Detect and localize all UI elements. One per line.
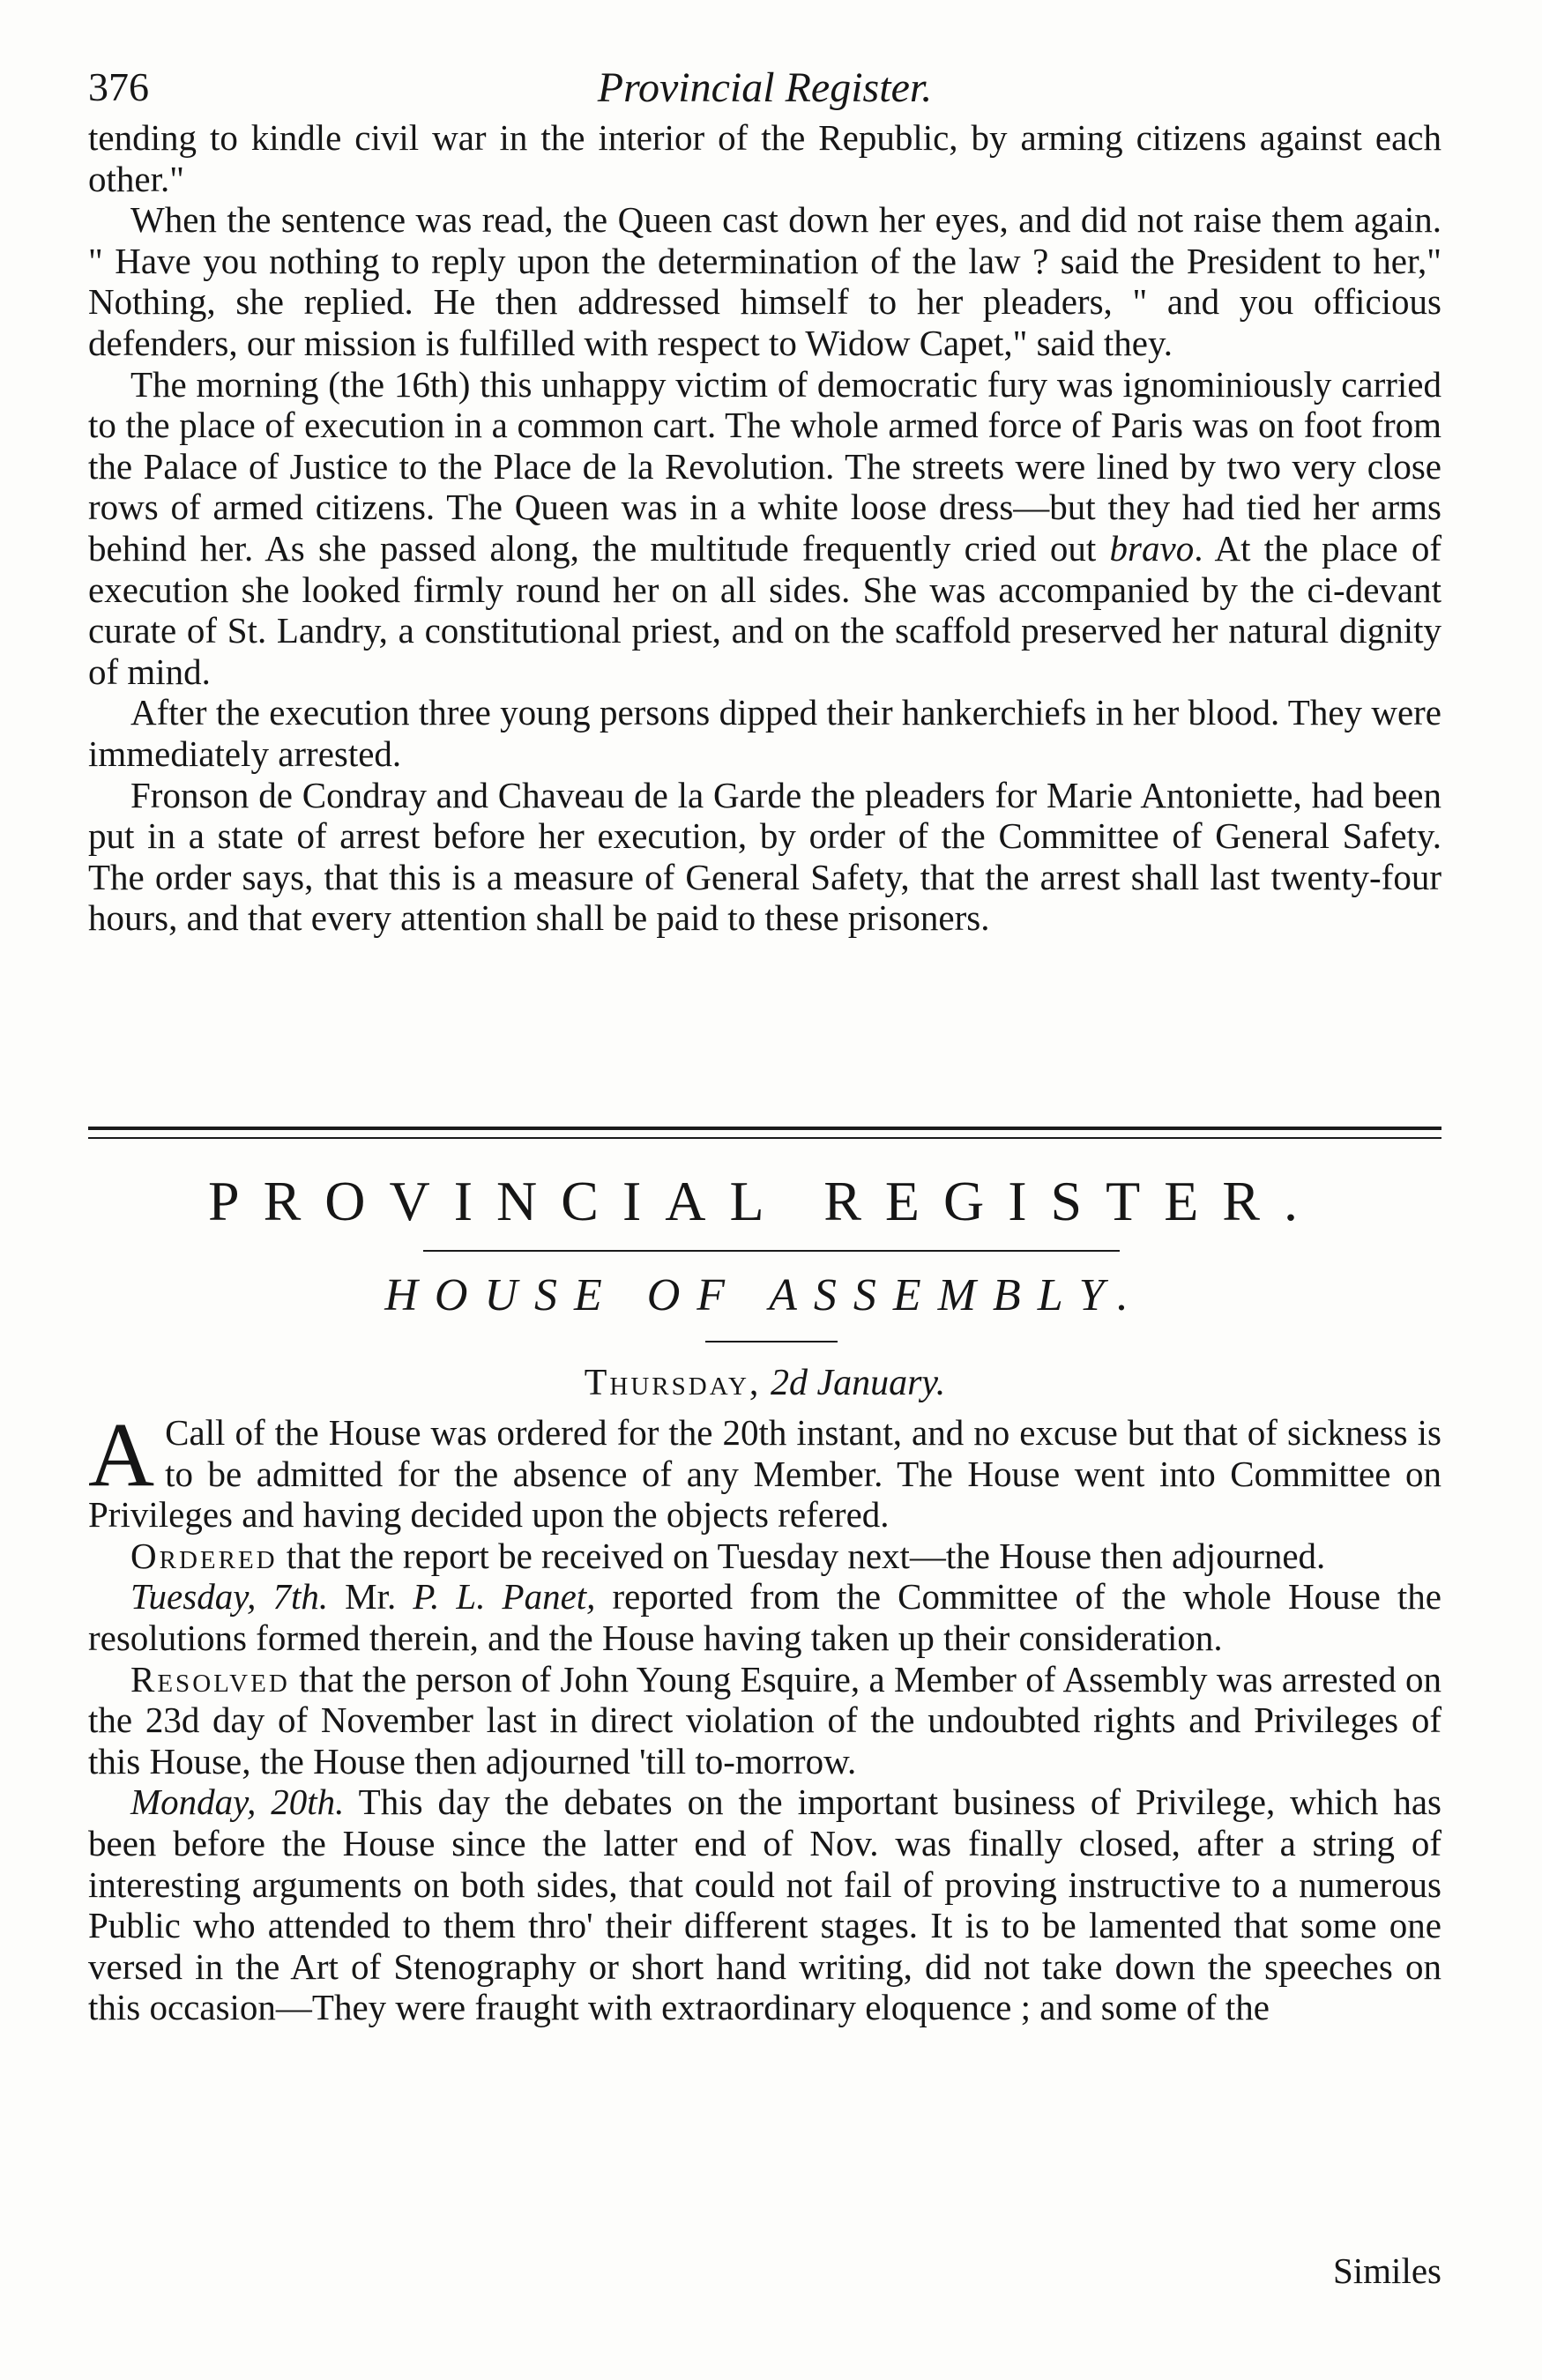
article-paragraph-4: After the execution three young persons dipped their hankerchiefs in her blood. They were immediately arrested. <box>88 692 1441 774</box>
subheading-rule <box>705 1341 838 1342</box>
assembly-proceedings <box>88 1404 1441 2028</box>
date-rest: 2d January. <box>770 1363 946 1403</box>
assembly-paragraph-1 <box>88 1404 1441 1536</box>
section-subheading: HOUSE OF ASSEMBLY. <box>384 1270 1145 1320</box>
ordered-lead: Ordered <box>130 1535 278 1576</box>
article-paragraph-2: When the sentence was read, the Queen cast down her eyes, and did not raise them again. " Have you nothing to reply upon the determination of the law ? said the President to her," Nothing, she replied. He then addressed himself to her pleaders, " and you officious defenders, our mission is fulfilled with respect to Widow Capet," said they. <box>88 199 1441 363</box>
running-head <box>88 63 1441 116</box>
assembly-paragraph-3-text: reported from the Committee of the whole House the resolutions formed therein, and the House having taken up their consideration. <box>88 1576 1441 1658</box>
date-line <box>88 1362 1441 1404</box>
running-title: Provincial Register. <box>597 64 933 111</box>
article-paragraph-3-a: The morning (the 16th) this unhappy victim of democratic fury was ignominiously carried to the place of execution in a common cart. The whole armed force of Paris was on foot from the Palace of Justice to the Place de la Revolution. The streets were lined by two very close rows of armed citizens. The Queen was in a white loose dress—but they had tied her arms behind her. As she passed along, the multitude frequently cried out <box>88 363 1441 569</box>
assembly-paragraph-3 <box>88 1576 1441 1658</box>
article-paragraph-3-b: . At the place of execution she looked firmly round her on all sides. She was accompanied by the ci-devant curate of St. Landry, a constitutional priest, and on the scaffold preserved her natural dignity of mind. <box>88 527 1441 692</box>
assembly-paragraph-1-text: Call of the House was ordered for the 20th instant, and no excuse but that of sickness is to be admitted for the absence of any Member. The House went into Committee on Privileges and having decided upon the objects refered. <box>88 1412 1441 1536</box>
assembly-paragraph-5 <box>88 1781 1441 2028</box>
drop-cap: A <box>88 1404 155 1506</box>
resolved-lead: Resolved <box>130 1658 290 1699</box>
assembly-paragraph-5-text: This day the debates on the important business of Privilege, which has been before the House since the latter end of Nov. was finally closed, after a string of interesting arguments on both sides, that could not fail of proving instructive to a numerous Public who attended to them thro' their different stages. It is to be lamented that some one versed in the Art of Stenography or short hand writing, did not take down the speeches on this occasion—They were fraught with extraordinary eloquence ; and some of the <box>88 1781 1441 2028</box>
bravo-word: bravo <box>1109 527 1195 569</box>
assembly-paragraph-4 <box>88 1659 1441 1782</box>
article-paragraph-3 <box>88 364 1441 693</box>
assembly-paragraph-2 <box>88 1536 1441 1577</box>
section-heading: PROVINCIAL REGISTER. <box>208 1170 1322 1232</box>
panet-name: P. L. Panet, <box>413 1576 596 1618</box>
section-divider-thick <box>88 1127 1441 1130</box>
top-article <box>88 117 1441 939</box>
page-number: 376 <box>88 64 149 109</box>
mr-text: Mr. <box>328 1576 413 1618</box>
heading-rule <box>423 1250 1120 1252</box>
article-paragraph-1: tending to kindle civil war in the interior of the Republic, by arming citizens against each other." <box>88 117 1441 199</box>
tuesday-lead: Tuesday, 7th. <box>130 1576 329 1618</box>
date-day: Thursday, <box>584 1363 762 1403</box>
assembly-paragraph-2-text: that the report be received on Tuesday next—the House then adjourned. <box>277 1535 1326 1576</box>
article-paragraph-5: Fronson de Condray and Chaveau de la Garde the pleaders for Marie Antoniette, had been put in a state of arrest before her execution, by order of the Committee of General Safety. The order says, that this is a measure of General Safety, that the arrest shall last twenty-four hours, and that every attention shall be paid to these prisoners. <box>88 774 1441 939</box>
assembly-paragraph-4-text: that the person of John Young Esquire, a Member of Assembly was arrested on the 23d day of November last in direct violation of the undoubted rights and Privileges of this House, the House then adjourned 'till to-morrow. <box>88 1658 1441 1781</box>
catchword: Similes <box>1332 2250 1441 2291</box>
section-divider-thin <box>88 1137 1441 1139</box>
monday-lead: Monday, 20th. <box>130 1781 345 1823</box>
